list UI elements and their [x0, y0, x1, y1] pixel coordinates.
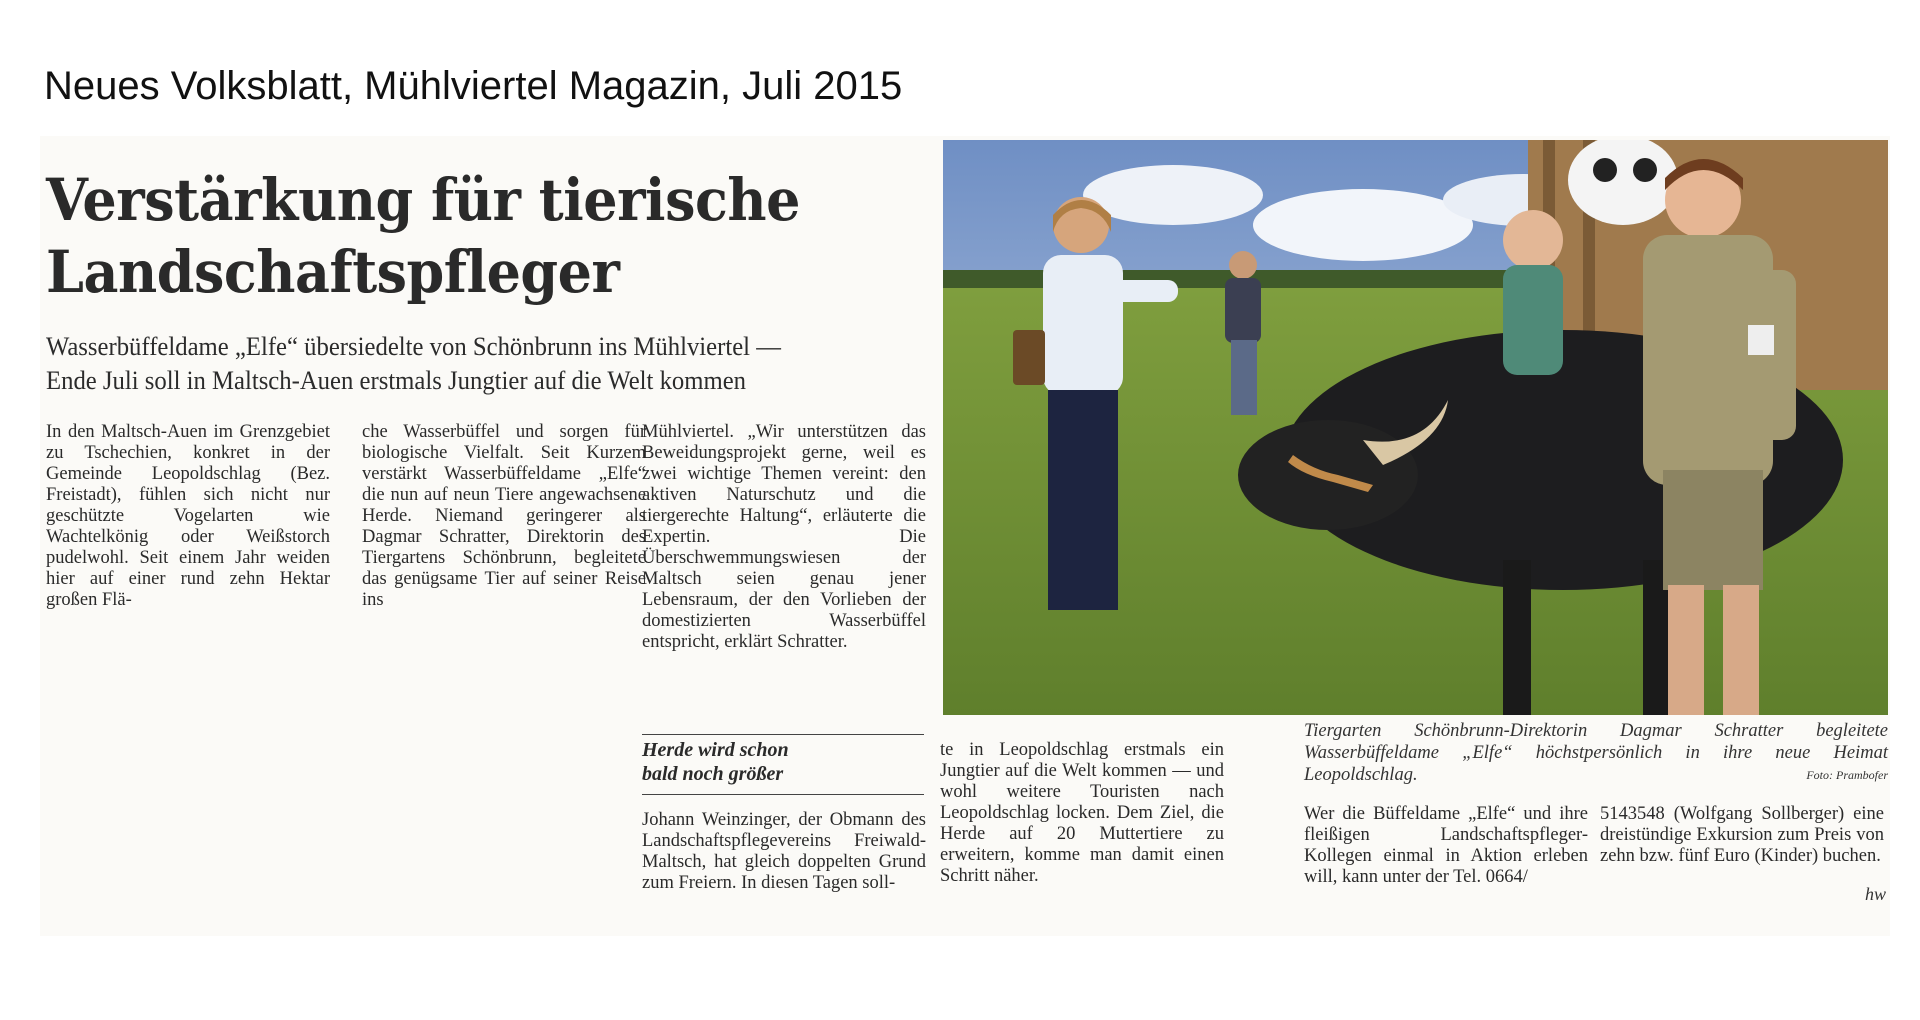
photo-illustration [943, 140, 1888, 715]
zookeeper-woman [1503, 210, 1563, 270]
photo-credit: Foto: Prambofer [1806, 768, 1888, 782]
author-signature: hw [1864, 884, 1886, 904]
person-background [1229, 251, 1257, 279]
cloud [1253, 189, 1473, 261]
subhead-rule-bottom [642, 794, 924, 795]
zoo-badge [1748, 325, 1774, 355]
section-subhead-line-2: bald noch größer [642, 763, 784, 785]
article-photo [943, 140, 1888, 715]
body-column-3: Mühlviertel. „Wir unterstützen das Beweidungsprojekt gerne, weil es zwei wichtige Themen vereint: den aktiven Naturschutz und die tiergerechte Haltung“, erläuterte die Expertin. Die Überschwemmungswiesen der Maltsch seien genau jener Lebensraum, der den Vorlieben der domestizierten Wasserbüffel entspricht, erklärt Schratter. [642, 422, 926, 652]
headline [46, 164, 864, 308]
info-column-2: 5143548 (Wolfgang Sollberger) eine dreistündige Exkursion zum Preis von zehn bzw. fünf Euro (Kinder) buchen. [1600, 804, 1884, 866]
subheadline [46, 330, 939, 398]
section-subhead [642, 738, 926, 786]
body-column-2: che Wasserbüffel und sorgen für biologische Vielfalt. Seit Kurzem verstärkt Wasserbüffeldame „Elfe“ die nun auf neun Tiere angewachsene Herde. Niemand geringerer als Dagmar Schratter, Direktorin des Tiergartens Schönbrunn, begleitete das genügsame Tier auf seiner Reise ins [362, 422, 646, 610]
body-column-5: te in Leopoldschlag erstmals ein Jungtier auf die Welt kommen — und wohl weitere Touristen nach Leopoldschlag locken. Dem Ziel, die Herde auf 20 Muttertiere zu erweitern, komme man damit einen Schritt näher. [940, 740, 1224, 886]
headline-line-2: Landschaftspfleger [46, 238, 620, 306]
headline-line-1: Verstärkung für tierische [46, 166, 800, 234]
photo-caption: Tiergarten Schönbrunn-Direktorin Dagmar Schratter begleitete Wasserbüffeldame „Elfe“ höchstpersönlich in ihre neue Heimat Leopoldschlag. [1304, 721, 1888, 785]
newspaper-clipping [40, 136, 1890, 936]
body-column-4: Johann Weinzinger, der Obmann des Landschaftspflegevereins Freiwald-Maltsch, hat gleich doppelten Grund zum Freiern. In diesen Tagen soll- [642, 810, 926, 893]
source-line: Neues Volksblatt, Mühlviertel Magazin, Juli 2015 [44, 64, 903, 108]
body-column-1: In den Maltsch-Auen im Grenzgebiet zu Tschechien, konkret in der Gemeinde Leopoldschlag (Bez. Freistadt), fühlen sich nicht nur geschützte Vogelarten wie Wachtelkönig oder Weißstorch pudelwohl. Seit einem Jahr weiden hier auf einer rund zehn Hektar großen Flä- [46, 422, 330, 610]
subhead-rule-top [642, 734, 924, 735]
handbag [1013, 330, 1045, 385]
subheadline-line-1: Wasserbüffeldame „Elfe“ übersiedelte von Schönbrunn ins Mühlviertel — [46, 332, 781, 361]
info-column-1: Wer die Büffeldame „Elfe“ und ihre fleißigen Landschaftspfleger-Kollegen einmal in Aktion erleben will, kann unter der Tel. 0664/ [1304, 804, 1588, 887]
subheadline-line-2: Ende Juli soll in Maltsch-Auen erstmals Jungtier auf die Welt kommen [46, 366, 747, 395]
section-subhead-line-1: Herde wird schon [642, 739, 789, 761]
